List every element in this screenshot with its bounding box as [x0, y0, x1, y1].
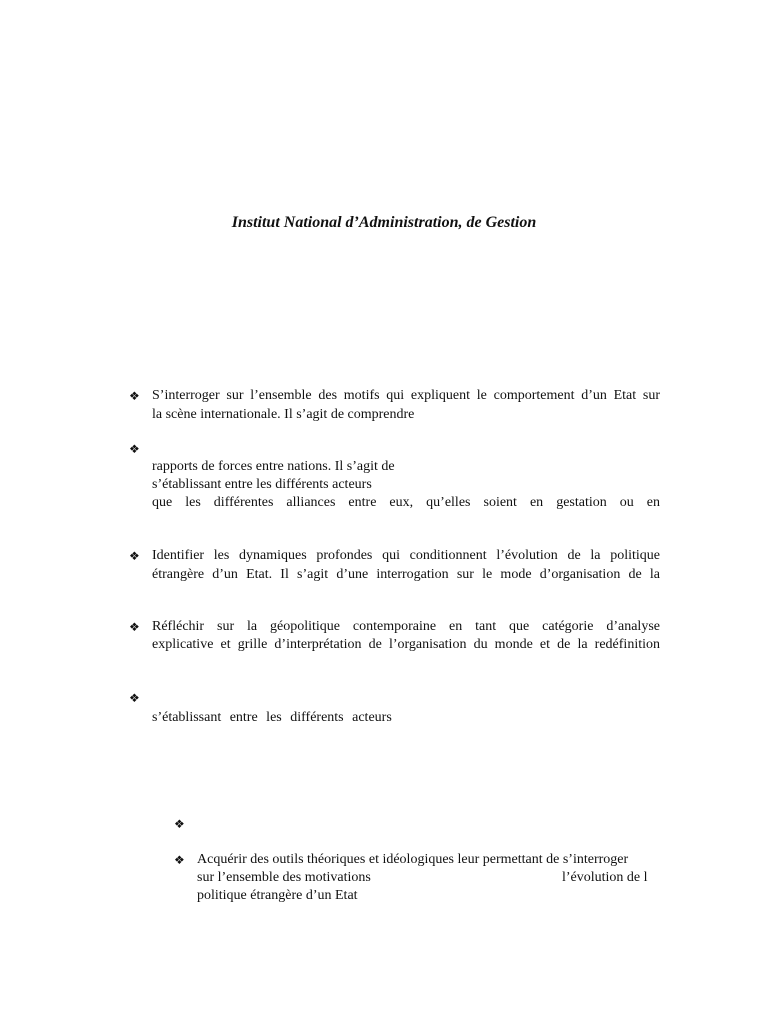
item-7-line-3: politique étrangère d’un Etat — [197, 888, 358, 903]
diamond-bullet-icon: ❖ — [174, 853, 185, 867]
diamond-bullet-icon: ❖ — [129, 442, 140, 456]
diamond-bullet-icon: ❖ — [129, 549, 140, 563]
diamond-bullet-icon: ❖ — [129, 389, 140, 403]
item-7-line-2b: l’évolution de l — [562, 870, 648, 885]
item-2-line-2: s’établissant entre les différents acteurs — [152, 477, 372, 492]
document-title: Institut National d’Administration, de Gestion — [231, 214, 537, 231]
item-1-line-2: la scène internationale. Il s’agit de comprendre — [152, 407, 415, 422]
item-7-line-1: Acquérir des outils théoriques et idéologiques leur permettant de s’interroger — [197, 852, 629, 867]
item-1-line-1: S’interroger sur l’ensemble des motifs qui expliquent le comportement d’un Etat sur — [152, 388, 660, 403]
item-4-line-1: Réfléchir sur la géopolitique contemporaine en tant que catégorie d’analyse — [152, 619, 660, 634]
item-2-line-3: que les différentes alliances entre eux, qu’elles soient en gestation ou en — [152, 495, 660, 510]
diamond-bullet-icon: ❖ — [129, 691, 140, 705]
diamond-bullet-icon: ❖ — [129, 620, 140, 634]
item-4-line-2: explicative et grille d’interprétation de l’organisation du monde et de la redéfinition — [152, 637, 660, 652]
item-3-line-1: Identifier les dynamiques profondes qui conditionnent l’évolution de la politique — [152, 548, 660, 563]
diamond-bullet-icon: ❖ — [174, 817, 185, 831]
item-3-line-2: étrangère d’un Etat. Il s’agit d’une interrogation sur le mode d’organisation de la — [152, 567, 660, 582]
item-2-line-1: rapports de forces entre nations. Il s’agit de — [152, 459, 395, 474]
item-7-line-2a: sur l’ensemble des motivations — [197, 870, 371, 885]
item-5-line-1: s’établissant entre les différents acteurs — [152, 710, 392, 725]
